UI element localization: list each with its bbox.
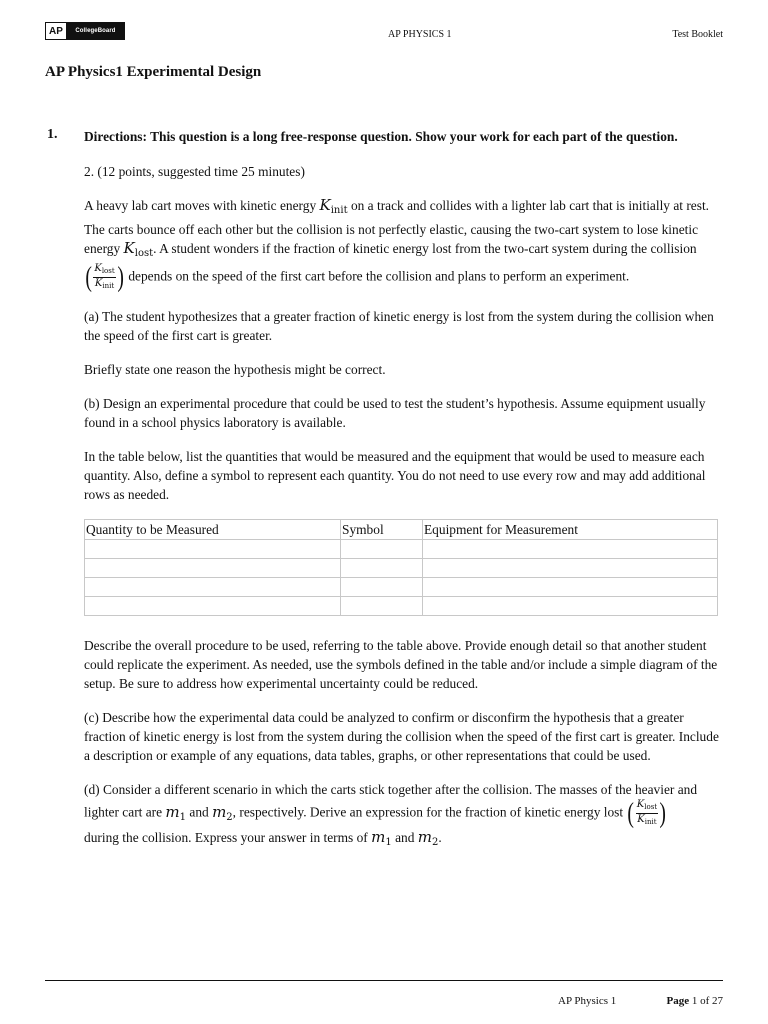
klost-symbol: $K_{lost}$: [123, 239, 154, 259]
energy-fraction-d: ( $\frac{K_{lost}}{K_{init}}$ ): [627, 797, 667, 829]
table-row: [85, 559, 718, 578]
table-header-equipment: Equipment for Measurement: [423, 520, 718, 540]
table-cell[interactable]: [341, 559, 423, 578]
intro-text-4: depends on the speed of the first cart before the collision and plans to perform an experiment.: [125, 268, 630, 284]
table-cell[interactable]: [423, 597, 718, 616]
part-d-text-3: , respectively. Derive an expression for the fraction of kinetic energy lost: [232, 804, 627, 820]
part-d-text: [84, 780, 720, 852]
part-a-text: (a) The student hypothesizes that a greater fraction of kinetic energy is lost from the system during the collision when the speed of the first cart is greater.: [84, 309, 714, 343]
table-cell[interactable]: [341, 578, 423, 597]
part-d-text-2: and: [186, 804, 213, 820]
table-header-symbol: Symbol: [341, 520, 423, 540]
part-d-text-5: and: [391, 830, 418, 845]
part-b-text: (b) Design an experimental procedure that could be used to test the student’s hypothesis. Assume equipment usually found in a school physics laboratory is available.: [84, 396, 706, 430]
intro-text-3: . A student wonders if the fraction of kinetic energy lost from the two-cart system during the collision: [153, 241, 697, 256]
m1-symbol: $m_1$: [165, 802, 187, 823]
table-row: [85, 597, 718, 616]
part-b-procedure: Describe the overall procedure to be used, referring to the table above. Provide enough detail so that another student could replicate the experiment. As needed, use the symbols defined in the table and/or include a simple diagram of the setup. Be sure to address how experimental uncertainty could be reduced.: [84, 638, 718, 691]
part-a-prompt: Briefly state one reason the hypothesis might be correct.: [84, 362, 386, 377]
m2-symbol: $m_2$: [212, 802, 233, 823]
page-title: AP Physics1 Experimental Design: [45, 64, 262, 80]
measurement-table: [84, 519, 718, 616]
part-c-text: (c) Describe how the experimental data could be analyzed to confirm or disconfirm the hypothesis that a greater fraction of kinetic energy is lost from the system during the collision when the speed of the first cart is greater. Include a description or example of any equations, data tables, graphs, or other representations that could be used.: [84, 710, 719, 763]
header-subject: AP PHYSICS 1: [388, 29, 452, 40]
footer-subject: AP Physics 1: [558, 995, 617, 1007]
part-d-text-1: (d) Consider a different scenario in which the carts stick together after the collision. The masses of the heavier and lighter cart are: [84, 782, 698, 820]
table-row: [85, 540, 718, 559]
kinit-symbol: $K_{init}$: [319, 196, 348, 216]
question-points: 2. (12 points, suggested time 25 minutes): [84, 164, 305, 179]
table-cell[interactable]: [85, 540, 341, 559]
table-header-row: [85, 520, 718, 540]
table-cell[interactable]: [423, 578, 718, 597]
table-cell[interactable]: [85, 559, 341, 578]
table-cell[interactable]: [341, 597, 423, 616]
question-content: [84, 127, 720, 867]
part-d-text-4: during the collision. Express your answer in terms of: [84, 830, 372, 845]
table-cell[interactable]: [423, 540, 718, 559]
m2-symbol-2: $m_2$: [417, 828, 439, 848]
header-booklet: Test Booklet: [672, 29, 723, 40]
intro-text-1: A heavy lab cart moves with kinetic energy: [84, 198, 320, 213]
table-header-quantity: Quantity to be Measured: [85, 520, 341, 540]
table-cell[interactable]: [423, 559, 718, 578]
footer-page-indicator: Page 1 of 27: [666, 995, 723, 1007]
question-directions: Directions: This question is a long free-response question. Show your work for each part of the question.: [84, 129, 678, 144]
energy-fraction: ( $\frac{K_{lost}}{K_{init}}$ ): [85, 261, 124, 293]
table-row: [85, 578, 718, 597]
logo-collegeboard-text: CollegeBoard: [67, 23, 124, 39]
ap-collegeboard-logo: [45, 22, 125, 40]
question-number: 1.: [47, 127, 58, 142]
question-intro: [84, 196, 720, 292]
part-d-text-6: .: [438, 830, 442, 845]
intro-text-2: on a track and collides with a lighter lab cart that is initially at rest. The carts bounce off each other but the collision is not perfectly elastic, causing the two-cart system to lose kinetic energy: [84, 198, 710, 256]
table-cell[interactable]: [85, 578, 341, 597]
m1-symbol-2: $m_1$: [371, 828, 392, 848]
footer-divider: [45, 980, 723, 981]
table-cell[interactable]: [85, 597, 341, 616]
table-cell[interactable]: [341, 540, 423, 559]
logo-ap-text: AP: [46, 23, 67, 39]
part-b-table-prompt: In the table below, list the quantities that would be measured and the equipment that would be used to measure each quantity. Also, define a symbol to represent each quantity. You do not need to use every row and may add additional rows as needed.: [84, 449, 706, 502]
